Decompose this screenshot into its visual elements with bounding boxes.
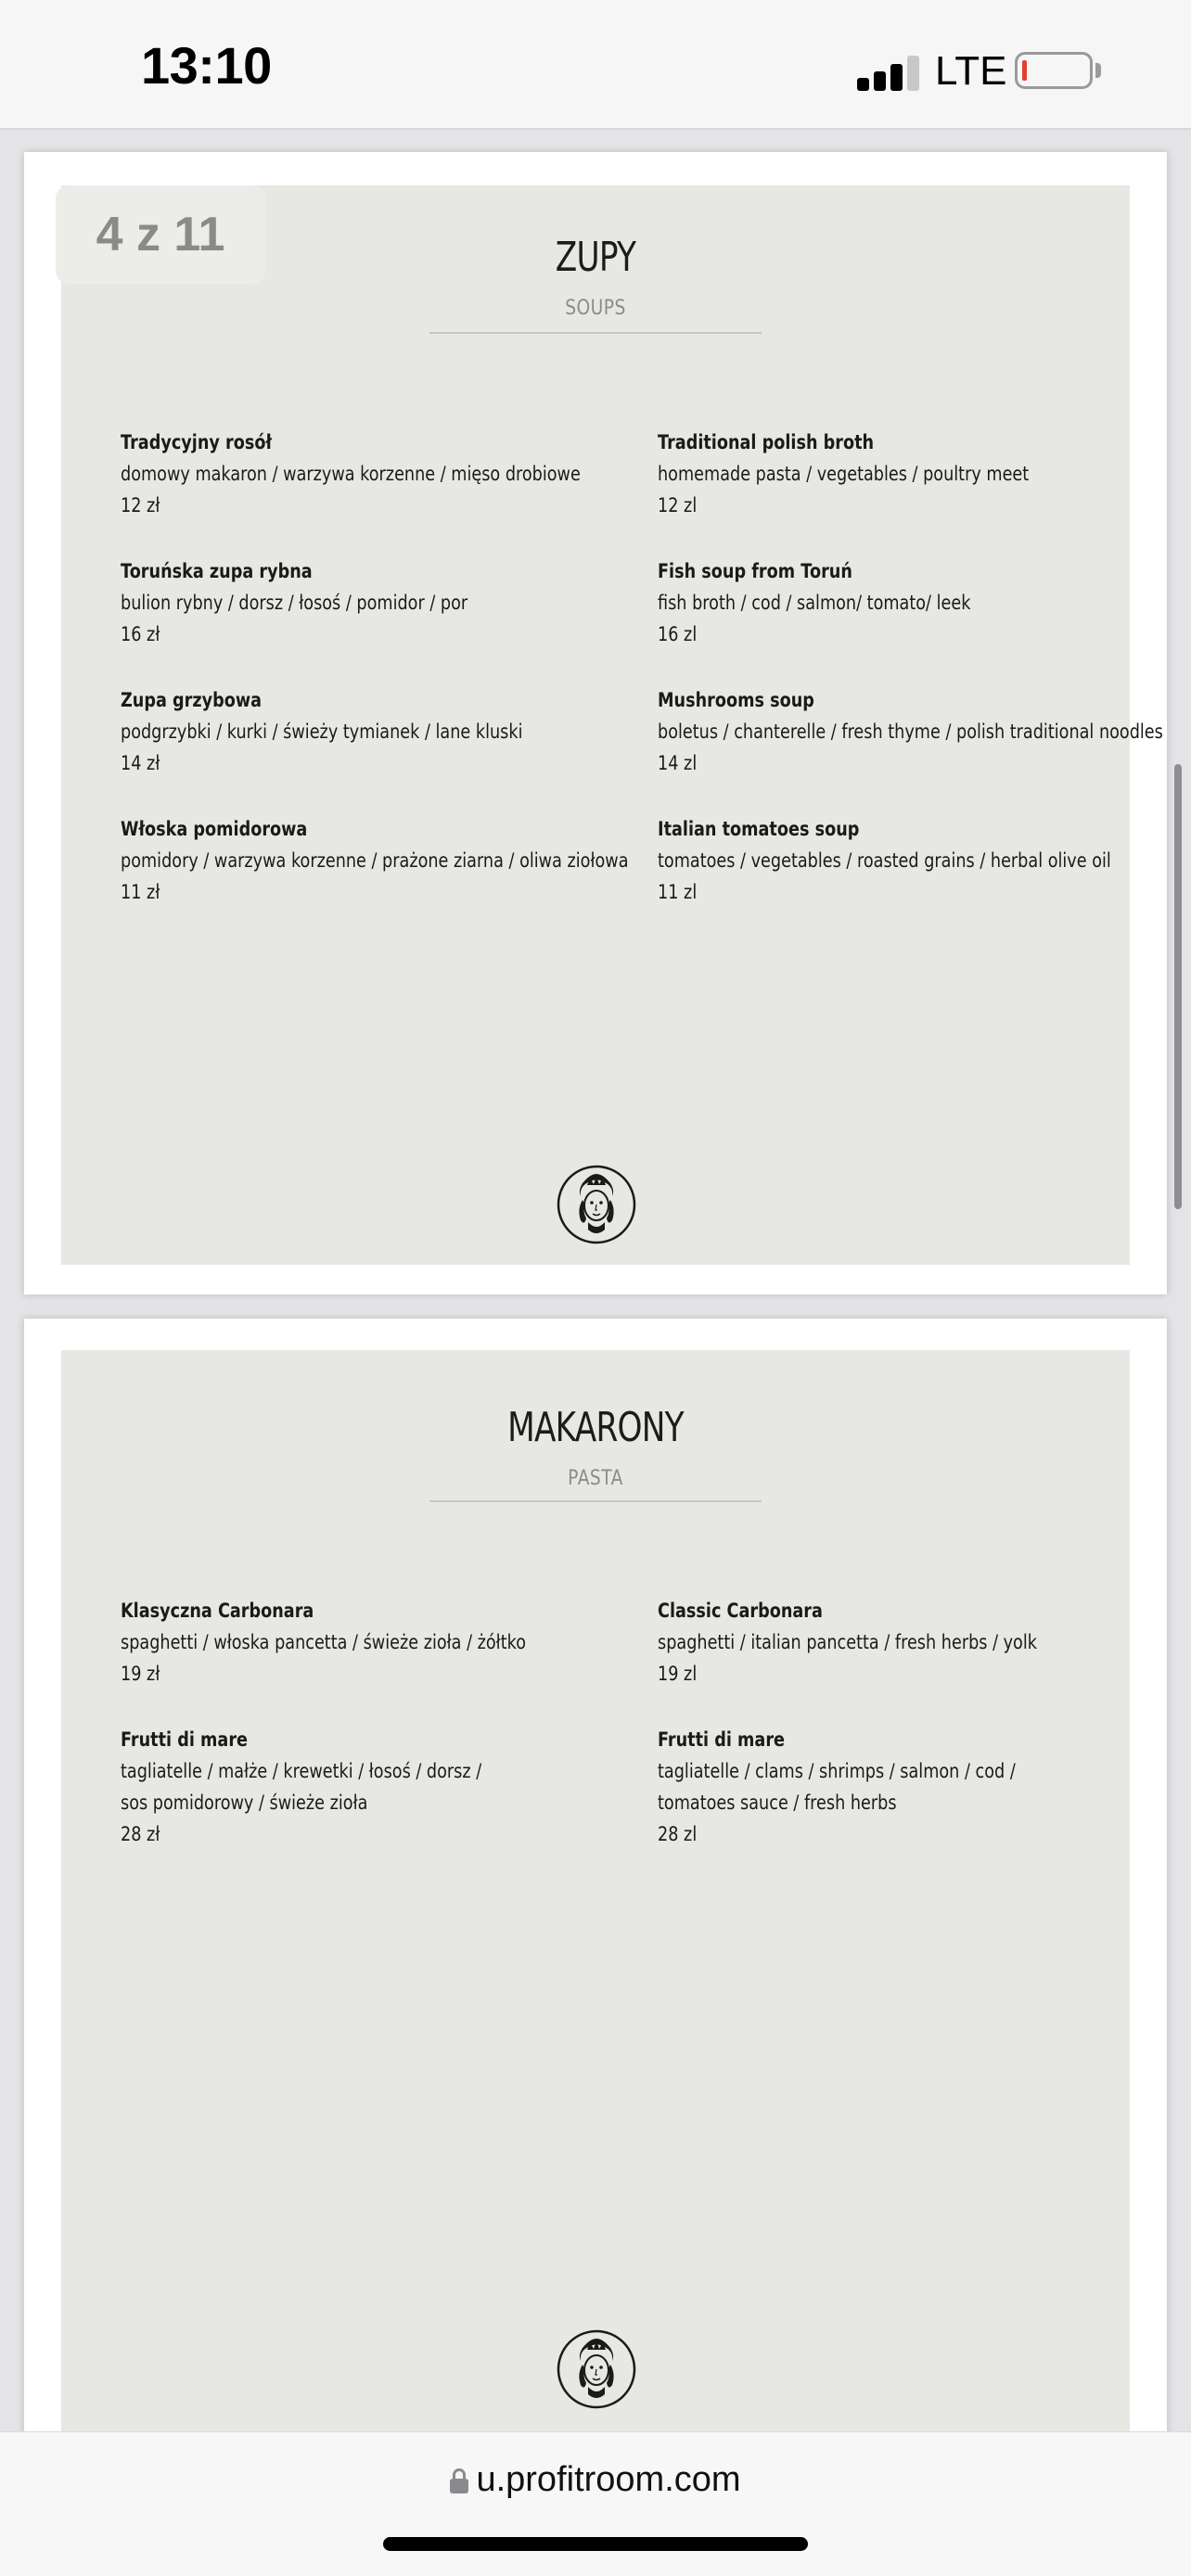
dish-description: bulion rybny / dorsz / łosoś / pomidor / por [121,592,468,614]
dish-price: 12 zł [121,494,160,516]
home-indicator[interactable] [383,2537,808,2551]
menu-item [658,684,1163,779]
menu-item [121,1595,557,1690]
menu-item [121,684,557,779]
lock-icon [450,2468,468,2493]
pdf-page-pasta [24,1319,1167,2576]
battery-level [1022,60,1027,81]
dish-description: boletus / chanterelle / fresh thyme / polish traditional noodles [658,721,1163,743]
dish-name: Classic Carbonara [658,1600,823,1622]
menu-sheet [61,185,1163,1265]
dish-name: Zupa grzybowa [121,689,263,711]
battery-icon [1015,52,1093,89]
restaurant-logo-icon [557,1165,636,1244]
menu-item [658,555,1094,650]
dish-price: 19 zl [658,1663,698,1685]
dish-name: Frutti di mare [121,1728,248,1751]
dish-description: pomidory / warzywa korzenne / prażone ziarna / oliwa ziołowa [121,849,629,872]
title-divider [429,332,762,334]
dish-name: Włoska pomidorowa [121,818,308,840]
pdf-page-soups [24,152,1167,1294]
dish-description: homemade pasta / vegetables / poultry meet [658,463,1030,485]
dish-price: 19 zł [121,1663,160,1685]
battery-cap [1095,63,1101,78]
menu-sheet [61,1350,1130,2576]
url-display[interactable] [0,2460,1191,2500]
dish-description: podgrzybki / kurki / świeży tymianek / lane kluski [121,721,523,743]
section-subtitle: PASTA [568,1467,623,1490]
dish-name: Mushrooms soup [658,689,814,711]
dish-name: Fish soup from Toruń [658,560,852,582]
dish-description: tagliatelle / clams / shrimps / salmon / cod / [658,1760,1016,1782]
menu-item [658,813,1111,908]
dish-name: Italian tomatoes soup [658,818,860,840]
title-divider [429,1500,762,1502]
network-type: LTE [935,48,1007,94]
dish-price: 14 zł [121,752,160,774]
menu-item [658,427,1094,521]
dish-description: tomatoes sauce / fresh herbs [658,1792,897,1814]
url-text: u.profitroom.com [476,2460,741,2499]
menu-item [658,1595,1094,1690]
dish-description: spaghetti / italian pancetta / fresh herbs / yolk [658,1631,1037,1653]
clock: 13:10 [141,36,272,95]
dish-price: 16 zl [658,623,698,645]
address-bar[interactable] [0,2431,1191,2576]
dish-price: 11 zł [121,881,160,903]
dish-price: 11 zl [658,881,698,903]
page-counter: 4 z 11 [56,185,265,284]
restaurant-logo-icon [557,2329,636,2409]
dish-price: 16 zł [121,623,160,645]
section-subtitle: SOUPS [565,297,626,320]
section-title: ZUPY [555,234,636,281]
dish-description: sos pomidorowy / świeże zioła [121,1792,368,1814]
dish-description: spaghetti / włoska pancetta / świeże zioła / żółtko [121,1631,526,1653]
section-title: MAKARONY [507,1404,684,1451]
dish-name: Klasyczna Carbonara [121,1600,314,1622]
dish-description: fish broth / cod / salmon/ tomato/ leek [658,592,971,614]
dish-name: Traditional polish broth [658,431,875,453]
dish-name: Tradycyjny rosół [121,431,273,453]
dish-name: Frutti di mare [658,1728,785,1751]
dish-price: 28 zl [658,1823,698,1845]
cellular-signal-icon [857,54,924,91]
menu-item [121,427,581,521]
dish-price: 12 zl [658,494,698,516]
menu-item [121,555,557,650]
menu-item [121,813,629,908]
menu-item [658,1724,1094,1850]
status-bar [0,0,1191,130]
menu-item [121,1724,557,1850]
dish-description: tagliatelle / małże / krewetki / łosoś / dorsz / [121,1760,482,1782]
dish-price: 14 zl [658,752,698,774]
vertical-scrollbar[interactable] [1174,764,1182,1209]
dish-price: 28 zł [121,1823,160,1845]
dish-name: Toruńska zupa rybna [121,560,313,582]
dish-description: tomatoes / vegetables / roasted grains / herbal olive oil [658,849,1111,872]
dish-description: domowy makaron / warzywa korzenne / mięso drobiowe [121,463,581,485]
